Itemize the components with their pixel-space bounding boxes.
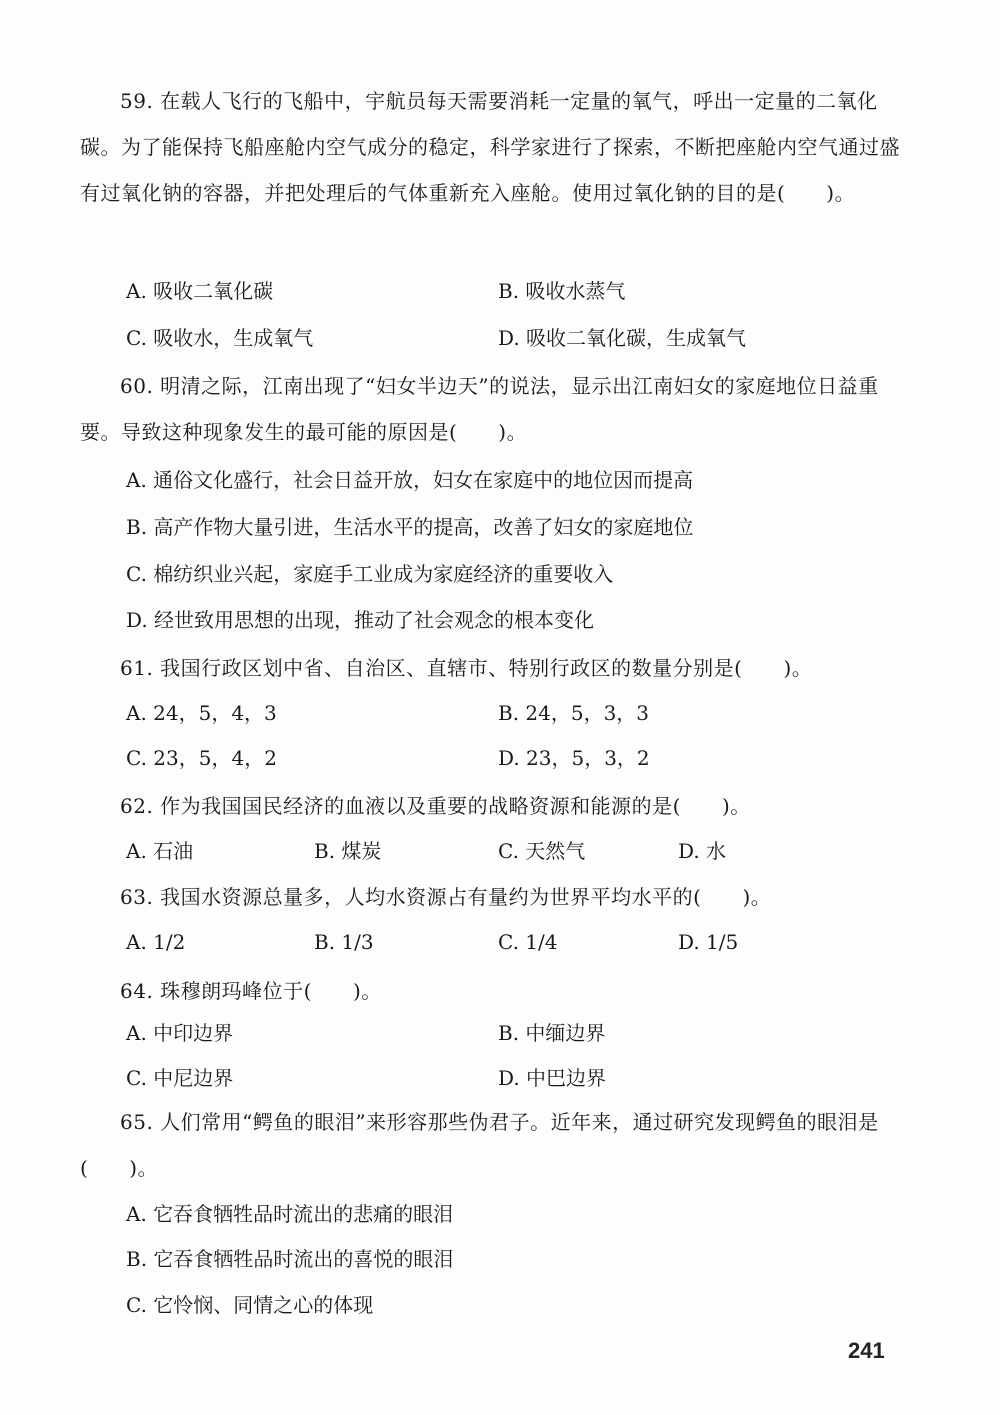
option-63-c: C. 1/4 [498,930,558,954]
option-62-a: A. 石油 [126,839,194,863]
option-65-b: B. 它吞食牺牲品时流出的喜悦的眼泪 [126,1247,454,1271]
question-61-options-row-2 [126,743,906,773]
option-64-a: A. 中印边界 [126,1021,234,1045]
question-64-options-row-2 [126,1063,906,1093]
option-59-c: C. 吸收水，生成氧气 [126,326,314,350]
option-60-c: C. 棉纺织业兴起，家庭手工业成为家庭经济的重要收入 [126,562,614,586]
option-64-c: C. 中尼边界 [126,1066,234,1090]
option-64-b: B. 中缅边界 [498,1021,606,1045]
option-59-a: A. 吸收二氧化碳 [126,279,274,303]
question-64-options-row-1 [126,1018,906,1048]
option-63-b: B. 1/3 [314,930,374,954]
question-59-options-row-1 [126,276,906,306]
option-65-a: A. 它吞食牺牲品时流出的悲痛的眼泪 [126,1202,454,1226]
option-65-c: C. 它怜悯、同情之心的体现 [126,1293,374,1317]
option-63-a: A. 1/2 [126,930,186,954]
option-62-d: D. 水 [678,839,727,863]
question-59-stem: 59. 在载人飞行的飞船中，宇航员每天需要消耗一定量的氧气，呼出一定量的二氧化碳。为了能保持飞船座舱内空气成分的稳定，科学家进行了探索，不断把座舱内空气通过盛有过氧化钠的容器，并把处理后的气体重新充入座舱。使用过氧化钠的目的是( )。 [80,89,900,205]
option-61-d: D. 23，5，3，2 [498,746,650,770]
option-61-b: B. 24，5，3，3 [498,701,650,725]
option-59-d: D. 吸收二氧化碳，生成氧气 [498,326,747,350]
option-59-b: B. 吸收水蒸气 [498,279,626,303]
option-60-d: D. 经世致用思想的出现，推动了社会观念的根本变化 [126,608,595,632]
question-62-options-row [126,836,906,866]
question-61-options-row-1 [126,698,906,728]
option-62-b: B. 煤炭 [314,839,382,863]
question-65-stem: 65. 人们常用“鳄鱼的眼泪”来形容那些伪君子。近年来，通过研究发现鳄鱼的眼泪是( )。 [80,1110,879,1180]
option-63-d: D. 1/5 [678,930,739,954]
question-64-stem: 64. 珠穆朗玛峰位于( )。 [120,979,382,1003]
question-60-stem: 60. 明清之际，江南出现了“妇女半边天”的说法，显示出江南妇女的家庭地位日益重要。导致这种现象发生的最可能的原因是( )。 [80,374,879,444]
option-64-d: D. 中巴边界 [498,1066,607,1090]
question-63-stem: 63. 我国水资源总量多，人均水资源占有量约为世界平均水平的( )。 [120,885,772,909]
question-59-options-row-2 [126,323,906,353]
option-61-a: A. 24，5，4，3 [126,701,277,725]
question-61-stem: 61. 我国行政区划中省、自治区、直辖市、特别行政区的数量分别是( )。 [120,656,813,680]
page-number: 241 [848,1338,885,1363]
option-60-a: A. 通俗文化盛行，社会日益开放，妇女在家庭中的地位因而提高 [126,468,694,492]
question-62-stem: 62. 作为我国国民经济的血液以及重要的战略资源和能源的是( )。 [120,794,751,818]
option-60-b: B. 高产作物大量引进，生活水平的提高，改善了妇女的家庭地位 [126,515,694,539]
option-62-c: C. 天然气 [498,839,586,863]
option-61-c: C. 23，5，4，2 [126,746,277,770]
question-63-options-row [126,927,906,957]
